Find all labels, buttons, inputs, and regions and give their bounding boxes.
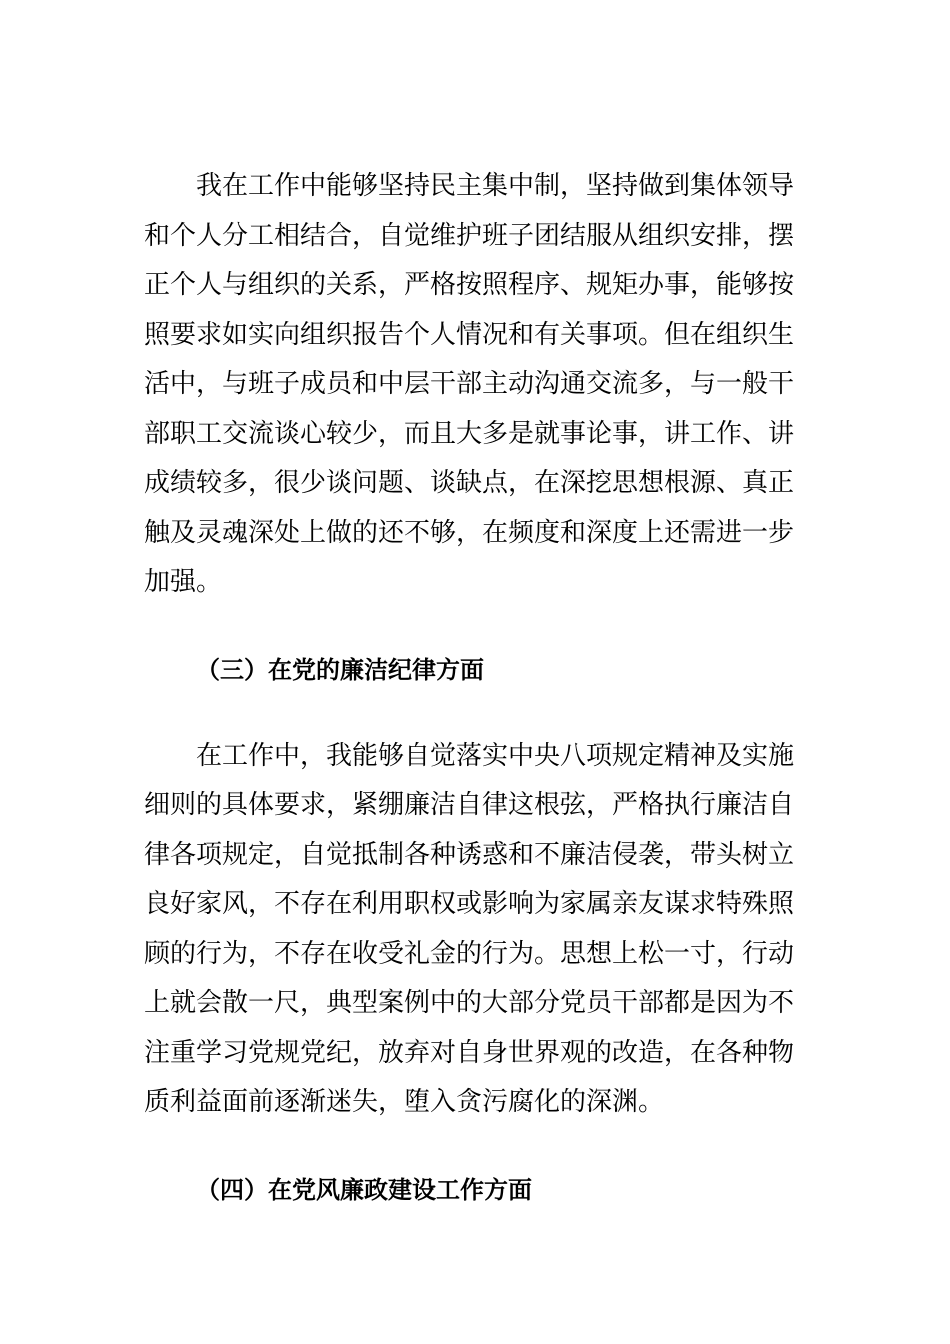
paragraph-1-line-6: 部职工交流谈心较少，而且大多是就事论事，讲工作、讲 xyxy=(144,419,795,449)
paragraph-1-line-3: 正个人与组织的关系，严格按照程序、规矩办事，能够按 xyxy=(144,270,795,300)
paragraph-2-line-4: 良好家风，不存在利用职权或影响为家属亲友谋求特殊照 xyxy=(144,889,795,919)
section-heading-3: （三）在党的廉洁纪律方面 xyxy=(196,656,484,684)
paragraph-1-line-4: 照要求如实向组织报告个人情况和有关事项。但在组织生 xyxy=(144,320,795,350)
paragraph-2-line-5: 顾的行为，不存在收受礼金的行为。思想上松一寸，行动 xyxy=(144,939,795,969)
paragraph-2-line-7: 注重学习党规党纪，放弃对自身世界观的改造，在各种物 xyxy=(144,1038,795,1068)
paragraph-2-line-3: 律各项规定，自觉抵制各种诱惑和不廉洁侵袭，带头树立 xyxy=(144,840,795,870)
paragraph-2-line-8: 质利益面前逐渐迷失，堕入贪污腐化的深渊。 xyxy=(144,1087,665,1117)
paragraph-1-line-1: 我在工作中能够坚持民主集中制，坚持做到集体领导 xyxy=(196,171,795,201)
section-heading-4: （四）在党风廉政建设工作方面 xyxy=(196,1176,532,1204)
paragraph-2-line-1: 在工作中，我能够自觉落实中央八项规定精神及实施 xyxy=(196,741,795,771)
paragraph-2-line-2: 细则的具体要求，紧绷廉洁自律这根弦，严格执行廉洁自 xyxy=(144,790,795,820)
paragraph-1-line-7: 成绩较多，很少谈问题、谈缺点，在深挖思想根源、真正 xyxy=(144,468,795,498)
paragraph-1-line-2: 和个人分工相结合，自觉维护班子团结服从组织安排，摆 xyxy=(144,221,795,251)
paragraph-2-line-6: 上就会散一尺，典型案例中的大部分党员干部都是因为不 xyxy=(144,988,795,1018)
paragraph-1-line-9: 加强。 xyxy=(144,567,223,597)
paragraph-1-line-5: 活中，与班子成员和中层干部主动沟通交流多，与一般干 xyxy=(144,369,795,399)
paragraph-1-line-8: 触及灵魂深处上做的还不够，在频度和深度上还需进一步 xyxy=(144,518,795,548)
